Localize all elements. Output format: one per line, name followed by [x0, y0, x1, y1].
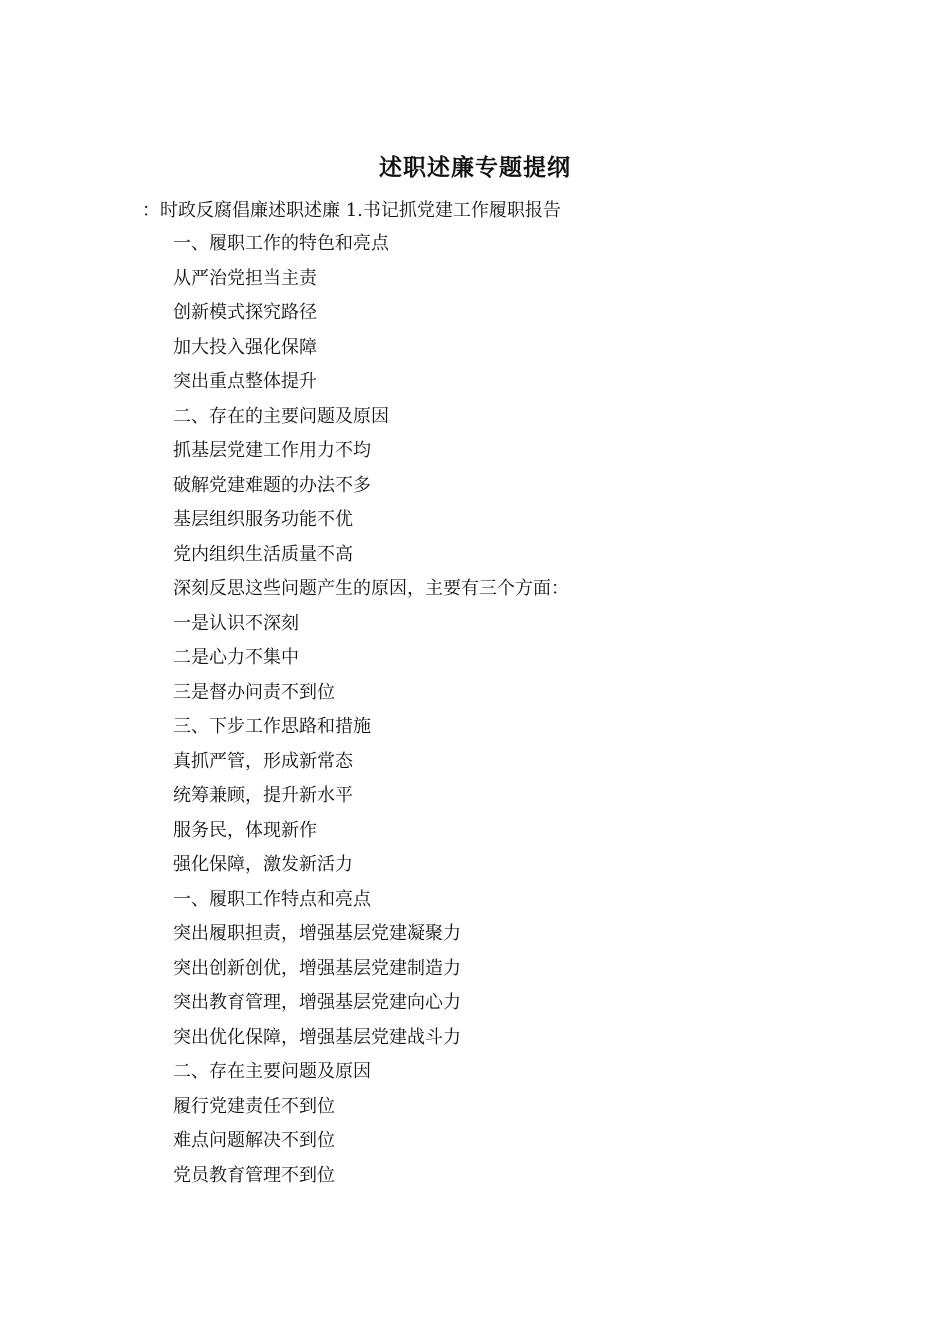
outline-line: 突出重点整体提升	[173, 371, 317, 392]
outline-line: 服务民，体现新作	[173, 819, 317, 841]
outline-line: 一是认识不深刻	[173, 612, 299, 634]
outline-line: 深刻反思这些问题产生的原因，主要有三个方面：	[173, 578, 569, 599]
outline-line: 从严治党担当主责	[173, 267, 317, 289]
outline-list	[173, 229, 569, 1195]
outline-line: 一、履职工作特点和亮点	[173, 888, 371, 910]
outline-line: 三是督办问责不到位	[173, 681, 335, 703]
outline-line: 突出履职担责，增强基层党建凝聚力	[173, 923, 461, 944]
outline-line: 强化保障，激发新活力	[173, 854, 353, 875]
outline-line: 党内组织生活质量不高	[173, 543, 353, 565]
outline-line: 二、存在的主要问题及原因	[173, 405, 389, 427]
outline-line: 突出优化保障，增强基层党建战斗力	[173, 1026, 461, 1048]
outline-line: 党员教育管理不到位	[173, 1164, 335, 1186]
outline-line: 真抓严管，形成新常态	[173, 750, 353, 772]
outline-line: 履行党建责任不到位	[173, 1095, 335, 1117]
outline-line: 一、履职工作的特色和亮点	[173, 233, 389, 254]
outline-line: 抓基层党建工作用力不均	[173, 440, 371, 461]
outline-line: 加大投入强化保障	[173, 336, 317, 358]
document-title: 述职述廉专题提纲	[379, 155, 571, 181]
outline-line: 二是心力不集中	[173, 647, 299, 668]
outline-line: 突出教育管理，增强基层党建向心力	[173, 992, 461, 1013]
outline-line: 难点问题解决不到位	[173, 1130, 335, 1151]
outline-line: 基层组织服务功能不优	[173, 509, 353, 530]
outline-line: 三、下步工作思路和措施	[173, 716, 371, 737]
outline-line: 突出创新创优，增强基层党建制造力	[173, 957, 461, 979]
outline-line: 二、存在主要问题及原因	[173, 1061, 371, 1082]
outline-line: 统筹兼顾，提升新水平	[173, 785, 353, 806]
document-subtitle: ：时政反腐倡廉述职述廉 1.书记抓党建工作履职报告	[142, 200, 561, 221]
outline-line: 破解党建难题的办法不多	[173, 474, 371, 496]
outline-line: 创新模式探究路径	[173, 302, 317, 323]
